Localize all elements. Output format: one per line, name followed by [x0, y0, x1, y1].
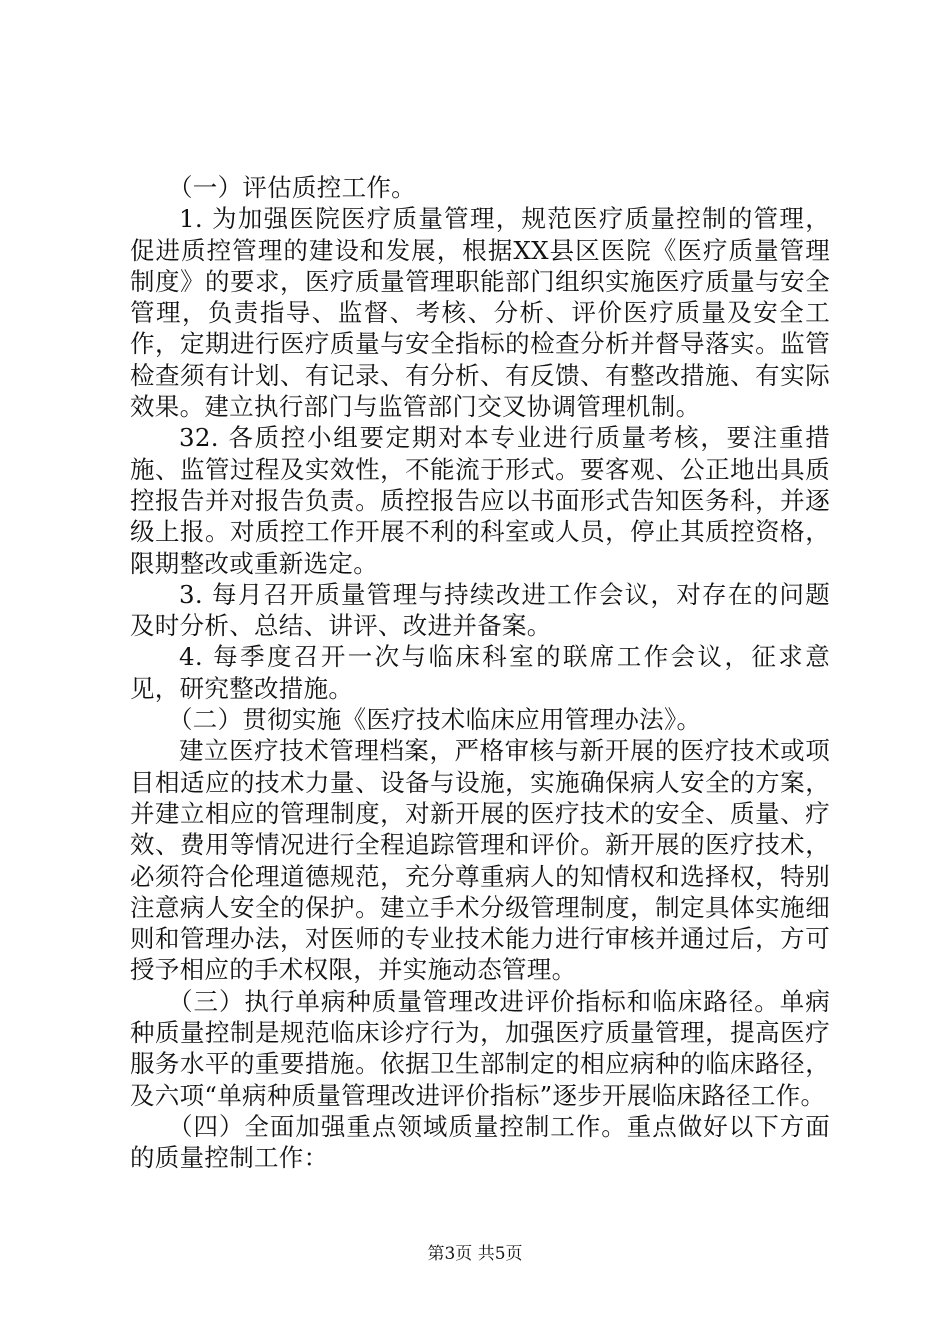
paragraph-item-32: 32. 各质控小组要定期对本专业进行质量考核，要注重措施、监管过程及实效性，不能流于形式。要客观、公正地出具质控报告并对报告负责。质控报告应以书面形式告知医务科，并逐级上报。对质控工作开展不利的科室或人员，停止其质控资格，限期整改或重新选定。: [130, 423, 830, 578]
section-heading-4: （四）全面加强重点领域质量控制工作。重点做好以下方面的质量控制工作：: [130, 1111, 830, 1173]
section-heading-1: （一）评估质控工作。: [167, 173, 416, 202]
section-heading-3: （三）执行单病种质量管理改进评价指标和临床路径。单病种质量控制是规范临床诊疗行为，加强医疗质量管理，提高医疗服务水平的重要措施。依据卫生部制定的相应病种的临床路径，及六项“单病种质量管理改进评价指标”逐步开展临床路径工作。: [130, 986, 830, 1110]
paragraph-tech-management: 建立医疗技术管理档案，严格审核与新开展的医疗技术或项目相适应的技术力量、设备与设施，实施确保病人安全的方案，并建立相应的管理制度，对新开展的医疗技术的安全、质量、疗效、费用等情况进行全程追踪管理和评价。新开展的医疗技术，必须符合伦理道德规范，充分尊重病人的知情权和选择权，特别注意病人安全的保护。建立手术分级管理制度，制定具体实施细则和管理办法，对医师的专业技术能力进行审核并通过后，方可授予相应的手术权限，并实施动态管理。: [130, 736, 830, 985]
paragraph-item-1: 1. 为加强医院医疗质量管理，规范医疗质量控制的管理，促进质控管理的建设和发展，根据XX县区医院《医疗质量管理制度》的要求，医疗质量管理职能部门组织实施医疗质量与安全管理，负责指导、监督、考核、分析、评价医疗质量及安全工作，定期进行医疗质量与安全指标的检查分析并督导落实。监管检查须有计划、有记录、有分析、有反馈、有整改措施、有实际效果。建立执行部门与监管部门交叉协调管理机制。: [130, 204, 830, 422]
section-heading-2: （二）贯彻实施《医疗技术临床应用管理办法》。: [167, 705, 702, 735]
document-body: [130, 172, 830, 1174]
paragraph-item-4: 4. 每季度召开一次与临床科室的联席工作会议，征求意见，研究整改措施。: [130, 642, 830, 703]
page-footer: 第3页 共5页: [427, 1244, 523, 1264]
paragraph-item-3: 3. 每月召开质量管理与持续改进工作会议，对存在的问题及时分析、总结、讲评、改进并备案。: [130, 579, 830, 641]
